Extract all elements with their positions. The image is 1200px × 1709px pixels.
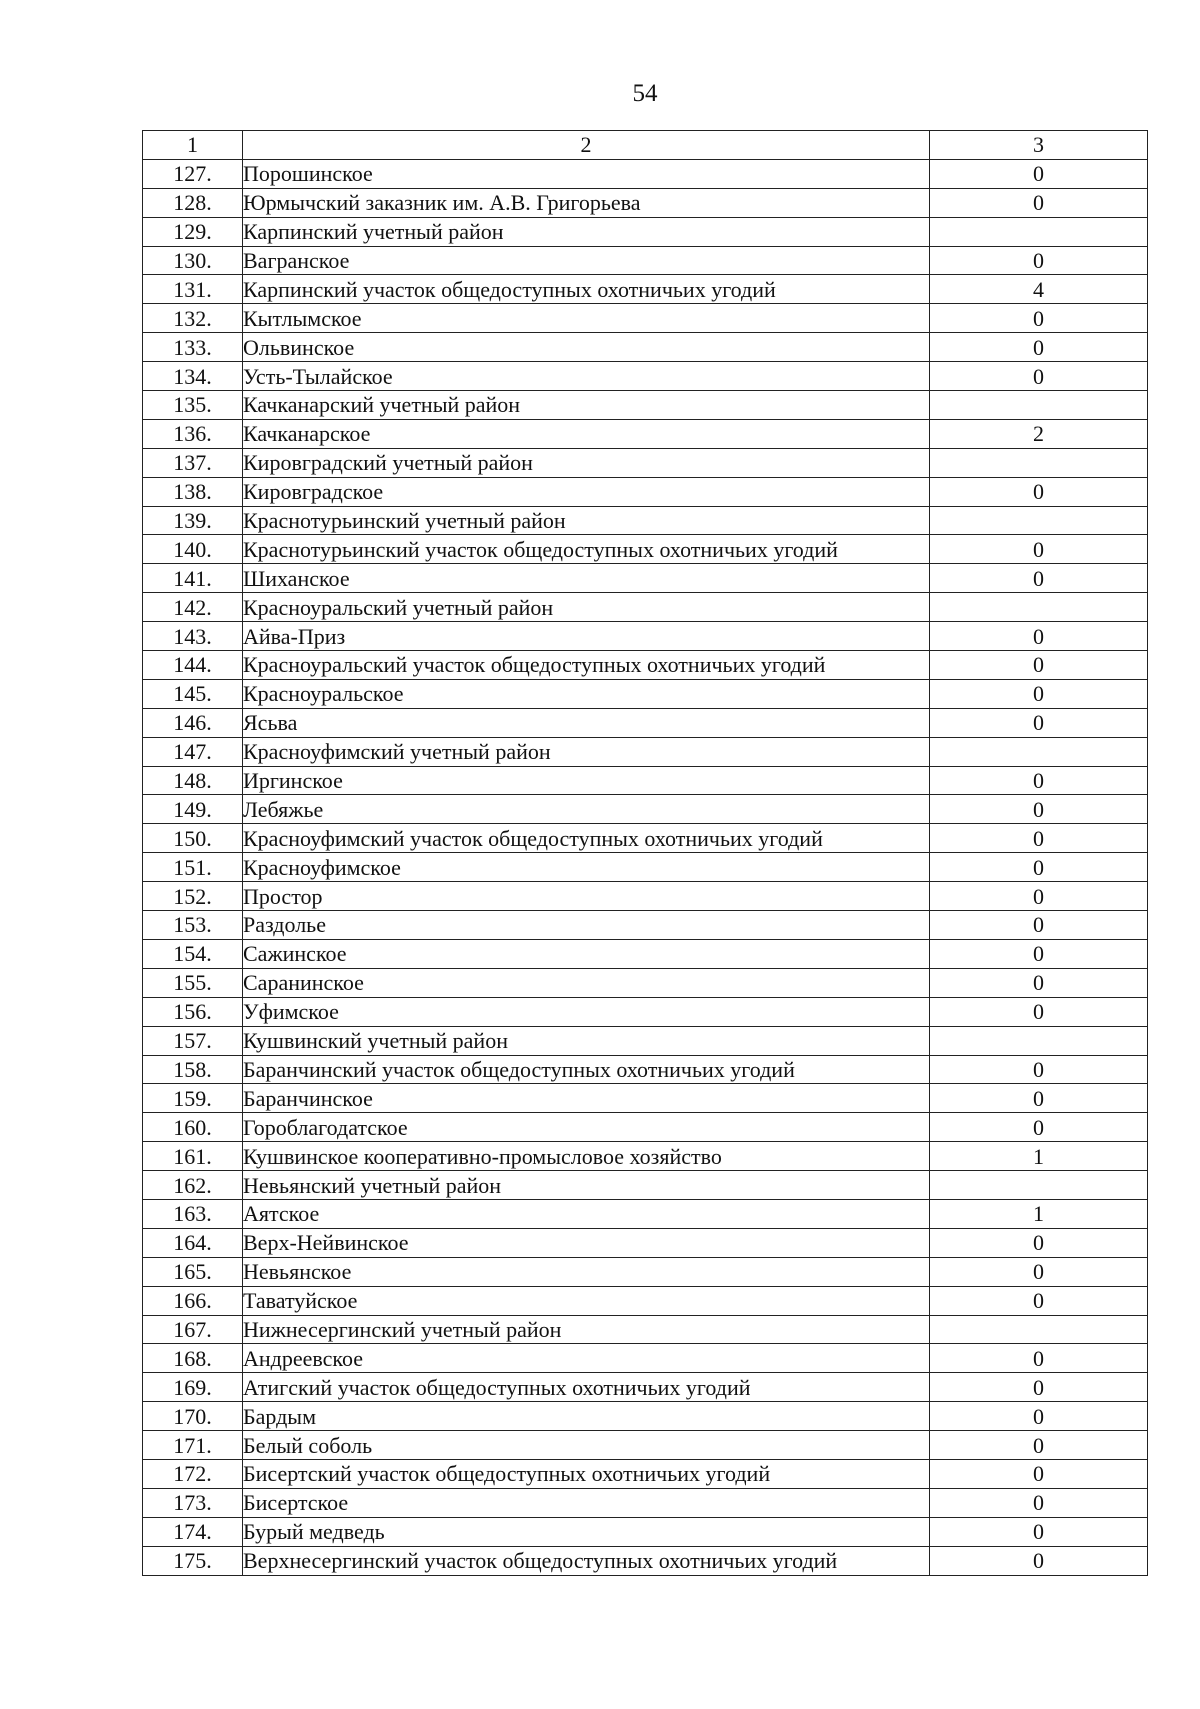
table-row	[143, 622, 1148, 651]
row-name-cell: Простор	[243, 882, 930, 911]
row-name-cell: Юрмычский заказник им. А.В. Григорьева	[243, 188, 930, 217]
row-value-cell: 0	[930, 1402, 1148, 1431]
row-number-cell: 138.	[143, 477, 243, 506]
row-number-cell: 154.	[143, 939, 243, 968]
row-number-cell: 131.	[143, 275, 243, 304]
table-row	[143, 535, 1148, 564]
row-name-cell: Уфимское	[243, 997, 930, 1026]
row-value-cell: 0	[930, 1546, 1148, 1575]
row-name-cell: Шиханское	[243, 564, 930, 593]
row-name-cell: Качканарское	[243, 419, 930, 448]
row-value-cell	[930, 391, 1148, 420]
table-row	[143, 1402, 1148, 1431]
row-number-cell: 144.	[143, 651, 243, 680]
row-value-cell: 0	[930, 362, 1148, 391]
row-name-cell: Баранчинское	[243, 1084, 930, 1113]
table-row	[143, 1228, 1148, 1257]
row-name-cell: Кушвинское кооперативно-промысловое хозяйство	[243, 1142, 930, 1171]
row-name-cell: Кытлымское	[243, 304, 930, 333]
row-name-cell: Сажинское	[243, 939, 930, 968]
table-row	[143, 1315, 1148, 1344]
row-value-cell: 2	[930, 419, 1148, 448]
row-name-cell: Бурый медведь	[243, 1517, 930, 1546]
row-number-cell: 149.	[143, 795, 243, 824]
row-number-cell: 159.	[143, 1084, 243, 1113]
row-value-cell: 0	[930, 679, 1148, 708]
row-value-cell: 0	[930, 1488, 1148, 1517]
row-name-cell: Усть-Тылайское	[243, 362, 930, 391]
row-value-cell: 0	[930, 188, 1148, 217]
row-name-cell: Карпинский учетный район	[243, 217, 930, 246]
row-number-cell: 161.	[143, 1142, 243, 1171]
row-name-cell: Невьянский учетный район	[243, 1171, 930, 1200]
row-number-cell: 167.	[143, 1315, 243, 1344]
row-number-cell: 148.	[143, 766, 243, 795]
row-number-cell: 133.	[143, 333, 243, 362]
row-number-cell: 146.	[143, 708, 243, 737]
row-name-cell: Гороблагодатское	[243, 1113, 930, 1142]
row-value-cell	[930, 1315, 1148, 1344]
row-name-cell: Аятское	[243, 1199, 930, 1228]
table-row	[143, 1546, 1148, 1575]
data-table	[142, 130, 1148, 1576]
row-name-cell: Качканарский учетный район	[243, 391, 930, 420]
table-row	[143, 419, 1148, 448]
row-name-cell: Верх-Нейвинское	[243, 1228, 930, 1257]
row-value-cell: 0	[930, 304, 1148, 333]
row-number-cell: 158.	[143, 1055, 243, 1084]
row-value-cell	[930, 217, 1148, 246]
row-value-cell	[930, 506, 1148, 535]
row-name-cell: Кировградский учетный район	[243, 448, 930, 477]
row-value-cell: 0	[930, 911, 1148, 940]
row-name-cell: Таватуйское	[243, 1286, 930, 1315]
table-row	[143, 159, 1148, 188]
table-row	[143, 737, 1148, 766]
table-row	[143, 564, 1148, 593]
table-row	[143, 824, 1148, 853]
row-number-cell: 153.	[143, 911, 243, 940]
table-row	[143, 1488, 1148, 1517]
row-name-cell: Красноуральский учетный район	[243, 593, 930, 622]
row-value-cell: 0	[930, 1286, 1148, 1315]
row-number-cell: 157.	[143, 1026, 243, 1055]
table-row	[143, 651, 1148, 680]
row-number-cell: 173.	[143, 1488, 243, 1517]
row-number-cell: 168.	[143, 1344, 243, 1373]
row-number-cell: 142.	[143, 593, 243, 622]
table-row	[143, 882, 1148, 911]
table-row	[143, 477, 1148, 506]
row-name-cell: Ольвинское	[243, 333, 930, 362]
row-number-cell: 139.	[143, 506, 243, 535]
table-row	[143, 766, 1148, 795]
table-row	[143, 275, 1148, 304]
row-value-cell: 0	[930, 651, 1148, 680]
header-cell-name: 2	[243, 131, 930, 160]
table-row	[143, 1171, 1148, 1200]
row-name-cell: Карпинский участок общедоступных охотничьих угодий	[243, 275, 930, 304]
row-number-cell: 165.	[143, 1257, 243, 1286]
row-number-cell: 174.	[143, 1517, 243, 1546]
row-value-cell: 0	[930, 997, 1148, 1026]
table-row	[143, 853, 1148, 882]
row-value-cell: 0	[930, 477, 1148, 506]
table-row	[143, 679, 1148, 708]
row-number-cell: 162.	[143, 1171, 243, 1200]
row-number-cell: 132.	[143, 304, 243, 333]
row-value-cell: 0	[930, 1517, 1148, 1546]
header-cell-number: 1	[143, 131, 243, 160]
row-value-cell: 0	[930, 622, 1148, 651]
row-value-cell: 0	[930, 853, 1148, 882]
row-value-cell: 0	[930, 1113, 1148, 1142]
row-number-cell: 134.	[143, 362, 243, 391]
table-row	[143, 708, 1148, 737]
row-number-cell: 151.	[143, 853, 243, 882]
row-name-cell: Красноуфимский учетный район	[243, 737, 930, 766]
table-row	[143, 1084, 1148, 1113]
row-value-cell: 0	[930, 1228, 1148, 1257]
row-number-cell: 130.	[143, 246, 243, 275]
table-body	[143, 131, 1148, 1576]
header-cell-value: 3	[930, 131, 1148, 160]
row-number-cell: 143.	[143, 622, 243, 651]
table-row	[143, 246, 1148, 275]
row-name-cell: Лебяжье	[243, 795, 930, 824]
page-number: 54	[632, 80, 658, 107]
row-number-cell: 160.	[143, 1113, 243, 1142]
row-name-cell: Бисертский участок общедоступных охотничьих угодий	[243, 1459, 930, 1488]
table-row	[143, 188, 1148, 217]
row-number-cell: 163.	[143, 1199, 243, 1228]
table-row	[143, 217, 1148, 246]
row-name-cell: Вагранское	[243, 246, 930, 275]
table-row	[143, 1142, 1148, 1171]
row-value-cell: 0	[930, 333, 1148, 362]
table-row	[143, 362, 1148, 391]
table-row	[143, 1517, 1148, 1546]
row-value-cell: 0	[930, 708, 1148, 737]
table-row	[143, 997, 1148, 1026]
table-row	[143, 1459, 1148, 1488]
row-number-cell: 135.	[143, 391, 243, 420]
table-row	[143, 506, 1148, 535]
row-name-cell: Верхнесергинский участок общедоступных охотничьих угодий	[243, 1546, 930, 1575]
row-value-cell: 0	[930, 824, 1148, 853]
row-number-cell: 164.	[143, 1228, 243, 1257]
row-value-cell: 0	[930, 159, 1148, 188]
row-name-cell: Раздолье	[243, 911, 930, 940]
table-row	[143, 911, 1148, 940]
row-value-cell	[930, 448, 1148, 477]
row-name-cell: Саранинское	[243, 968, 930, 997]
row-number-cell: 171.	[143, 1431, 243, 1460]
row-value-cell: 0	[930, 1344, 1148, 1373]
row-value-cell: 0	[930, 535, 1148, 564]
table-row	[143, 1055, 1148, 1084]
table-row	[143, 939, 1148, 968]
row-name-cell: Бисертское	[243, 1488, 930, 1517]
row-value-cell: 0	[930, 1055, 1148, 1084]
table-row	[143, 795, 1148, 824]
row-number-cell: 152.	[143, 882, 243, 911]
table-header-row	[143, 131, 1148, 160]
row-number-cell: 129.	[143, 217, 243, 246]
row-value-cell: 0	[930, 939, 1148, 968]
row-name-cell: Красноуфимский участок общедоступных охотничьих угодий	[243, 824, 930, 853]
row-name-cell: Ясьва	[243, 708, 930, 737]
row-value-cell: 0	[930, 795, 1148, 824]
table-row	[143, 333, 1148, 362]
row-name-cell: Краснотурьинский участок общедоступных охотничьих угодий	[243, 535, 930, 564]
row-name-cell: Красноуфимское	[243, 853, 930, 882]
row-number-cell: 140.	[143, 535, 243, 564]
table-row	[143, 304, 1148, 333]
row-value-cell: 4	[930, 275, 1148, 304]
row-number-cell: 127.	[143, 159, 243, 188]
table-row	[143, 593, 1148, 622]
table-row	[143, 1344, 1148, 1373]
table-row	[143, 1286, 1148, 1315]
table-row	[143, 448, 1148, 477]
row-name-cell: Айва-Приз	[243, 622, 930, 651]
row-name-cell: Красноуральский участок общедоступных охотничьих угодий	[243, 651, 930, 680]
row-value-cell: 0	[930, 1431, 1148, 1460]
row-value-cell	[930, 593, 1148, 622]
row-name-cell: Белый соболь	[243, 1431, 930, 1460]
row-number-cell: 166.	[143, 1286, 243, 1315]
row-value-cell: 0	[930, 1459, 1148, 1488]
row-number-cell: 147.	[143, 737, 243, 766]
row-value-cell: 0	[930, 1373, 1148, 1402]
row-number-cell: 128.	[143, 188, 243, 217]
row-number-cell: 170.	[143, 1402, 243, 1431]
table-row	[143, 1113, 1148, 1142]
row-name-cell: Кушвинский учетный район	[243, 1026, 930, 1055]
table-row	[143, 1026, 1148, 1055]
row-number-cell: 172.	[143, 1459, 243, 1488]
row-number-cell: 169.	[143, 1373, 243, 1402]
row-number-cell: 145.	[143, 679, 243, 708]
row-name-cell: Нижнесергинский учетный район	[243, 1315, 930, 1344]
row-value-cell: 0	[930, 246, 1148, 275]
row-value-cell: 0	[930, 564, 1148, 593]
row-value-cell	[930, 737, 1148, 766]
row-value-cell: 1	[930, 1199, 1148, 1228]
row-name-cell: Красноуральское	[243, 679, 930, 708]
row-name-cell: Краснотурьинский учетный район	[243, 506, 930, 535]
table-row	[143, 1199, 1148, 1228]
row-value-cell: 1	[930, 1142, 1148, 1171]
row-name-cell: Невьянское	[243, 1257, 930, 1286]
row-name-cell: Кировградское	[243, 477, 930, 506]
row-number-cell: 136.	[143, 419, 243, 448]
row-value-cell	[930, 1026, 1148, 1055]
row-name-cell: Баранчинский участок общедоступных охотничьих угодий	[243, 1055, 930, 1084]
table-row	[143, 1257, 1148, 1286]
row-number-cell: 156.	[143, 997, 243, 1026]
table-row	[143, 391, 1148, 420]
row-name-cell: Атигский участок общедоступных охотничьих угодий	[243, 1373, 930, 1402]
row-value-cell: 0	[930, 1084, 1148, 1113]
table-row	[143, 968, 1148, 997]
row-number-cell: 141.	[143, 564, 243, 593]
row-number-cell: 175.	[143, 1546, 243, 1575]
row-number-cell: 137.	[143, 448, 243, 477]
table-row	[143, 1431, 1148, 1460]
row-number-cell: 155.	[143, 968, 243, 997]
row-value-cell: 0	[930, 766, 1148, 795]
row-value-cell: 0	[930, 1257, 1148, 1286]
row-value-cell	[930, 1171, 1148, 1200]
row-name-cell: Бардым	[243, 1402, 930, 1431]
row-name-cell: Иргинское	[243, 766, 930, 795]
row-value-cell: 0	[930, 968, 1148, 997]
table-row	[143, 1373, 1148, 1402]
row-name-cell: Порошинское	[243, 159, 930, 188]
row-number-cell: 150.	[143, 824, 243, 853]
row-value-cell: 0	[930, 882, 1148, 911]
row-name-cell: Андреевское	[243, 1344, 930, 1373]
